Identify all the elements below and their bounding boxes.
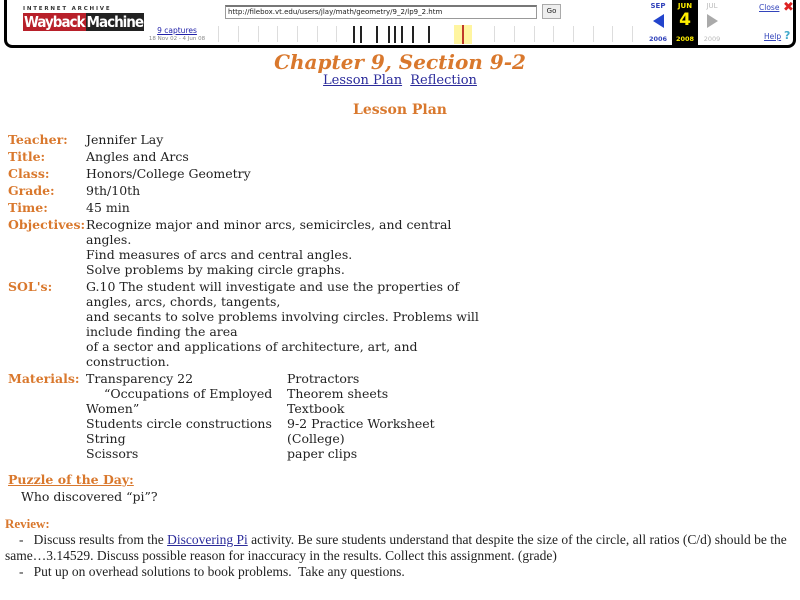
class-label: Class:: [8, 166, 50, 181]
grade-label: Grade:: [8, 183, 55, 198]
time-row: [8, 200, 488, 215]
current-capture: [672, 0, 698, 45]
captures-range: 18 Nov 02 - 4 Jun 08: [148, 36, 206, 42]
materials-column-a: [86, 371, 287, 461]
teacher-row: [8, 132, 488, 147]
materials-value: [86, 371, 488, 461]
captures-link[interactable]: 9 captures: [157, 26, 197, 35]
teacher-value: Jennifer Lay: [86, 132, 164, 147]
puzzle-question: Who discovered “pi”?: [21, 489, 158, 504]
materials-row: [8, 371, 488, 461]
lesson-plan-link[interactable]: Lesson Plan: [323, 73, 403, 88]
objective-line: Recognize major and minor arcs, semicircles, and central: [86, 217, 452, 232]
capture-timeline[interactable]: [214, 24, 642, 44]
grade-row: [8, 183, 488, 198]
material-item: Students circle constructions: [86, 416, 272, 431]
prev-month: SEP: [650, 2, 666, 10]
materials-label: Materials:: [8, 371, 80, 386]
puzzle-section: [8, 472, 158, 504]
captures-info: [142, 26, 212, 42]
material-item: (College): [287, 431, 345, 446]
material-item: Theorem sheets: [287, 386, 389, 401]
sol-line: include finding the area: [86, 324, 238, 339]
sols-label: SOL's:: [8, 279, 53, 294]
help-link[interactable]: Help: [764, 32, 782, 41]
wayback-logo[interactable]: [23, 6, 144, 31]
time-label: Time:: [8, 200, 48, 215]
objectives-label: Objectives:: [8, 217, 86, 232]
title-row: [8, 149, 488, 164]
lesson-info: [8, 132, 488, 461]
close-icon[interactable]: ✖: [783, 0, 794, 15]
material-item: String: [86, 431, 126, 446]
prev-year: 2006: [648, 35, 668, 43]
sols-row: [8, 279, 488, 369]
material-item: “Occupations of Employed: [104, 386, 273, 401]
current-day: 4: [679, 10, 691, 30]
arrow-left-icon[interactable]: [653, 14, 664, 28]
page-nav: [0, 73, 800, 88]
material-item: Women”: [86, 401, 140, 416]
material-item: Protractors: [287, 371, 360, 386]
material-item: Scissors: [86, 446, 139, 461]
discovering-pi-link[interactable]: Discovering Pi: [167, 532, 248, 547]
next-month: JUL: [706, 2, 718, 10]
class-row: [8, 166, 488, 181]
review-text: activity. Be sure students understand that despite the size of the circle, all ratios (C/d) should be the same…3.14529. Discuss possible reason for inaccuracy in the results. Collect this assignment. (grade): [5, 532, 787, 563]
sol-line: and secants to solve problems involving circles. Problems will: [86, 309, 479, 324]
grade-value: 9th/10th: [86, 183, 141, 198]
next-capture[interactable]: [699, 0, 725, 45]
objectives-row: [8, 217, 488, 277]
sol-line: G.10 The student will investigate and use the properties of: [86, 279, 460, 294]
reflection-link[interactable]: Reflection: [410, 73, 477, 88]
sol-line: of a sector and applications of architecture, art, and: [86, 339, 418, 354]
objective-line: Find measures of arcs and central angles.: [86, 247, 353, 262]
internet-archive-label: INTERNET ARCHIVE: [23, 6, 112, 12]
objective-line: Solve problems by making circle graphs.: [86, 262, 345, 277]
help-icon[interactable]: ?: [784, 29, 791, 42]
review-text: - Discuss results from the: [19, 532, 168, 547]
current-month: JUN: [677, 2, 693, 10]
date-navigator: [645, 0, 735, 45]
wayback-machine-logo: Wayback Machine: [24, 13, 144, 31]
objective-line: angles.: [86, 232, 132, 247]
current-year: 2008: [675, 35, 695, 43]
review-item: [5, 532, 795, 564]
sol-line: angles, arcs, chords, tangents,: [86, 294, 281, 309]
prev-capture[interactable]: [645, 0, 671, 45]
chapter-title: Chapter 9, Section 9-2: [274, 50, 526, 74]
material-item: paper clips: [287, 446, 358, 461]
review-section: [5, 516, 795, 580]
title-value: Angles and Arcs: [86, 149, 189, 164]
title-label: Title:: [8, 149, 46, 164]
arrow-right-icon[interactable]: [707, 14, 718, 28]
sol-line: construction.: [86, 354, 170, 369]
go-button[interactable]: Go: [542, 4, 561, 19]
review-item: - Put up on overhead solutions to book problems. Take any questions.: [19, 564, 405, 579]
review-heading: Review:: [5, 516, 50, 531]
sols-value: [86, 279, 488, 369]
next-year: 2009: [703, 35, 721, 43]
puzzle-heading: Puzzle of the Day:: [8, 472, 134, 487]
teacher-label: Teacher:: [8, 132, 68, 147]
materials-column-b: [287, 371, 488, 461]
material-item: 9-2 Practice Worksheet: [287, 416, 435, 431]
wayback-toolbar: [4, 0, 796, 48]
objectives-value: [86, 217, 488, 277]
url-input[interactable]: http://filebox.vt.edu/users/jlay/math/geometry/9_2/lp9_2.htm: [225, 5, 537, 19]
class-value: Honors/College Geometry: [86, 166, 251, 181]
material-item: Transparency 22: [86, 371, 194, 386]
section-title: Lesson Plan: [352, 102, 447, 118]
close-link[interactable]: Close: [759, 3, 780, 12]
material-item: Textbook: [287, 401, 345, 416]
time-value: 45 min: [86, 200, 130, 215]
